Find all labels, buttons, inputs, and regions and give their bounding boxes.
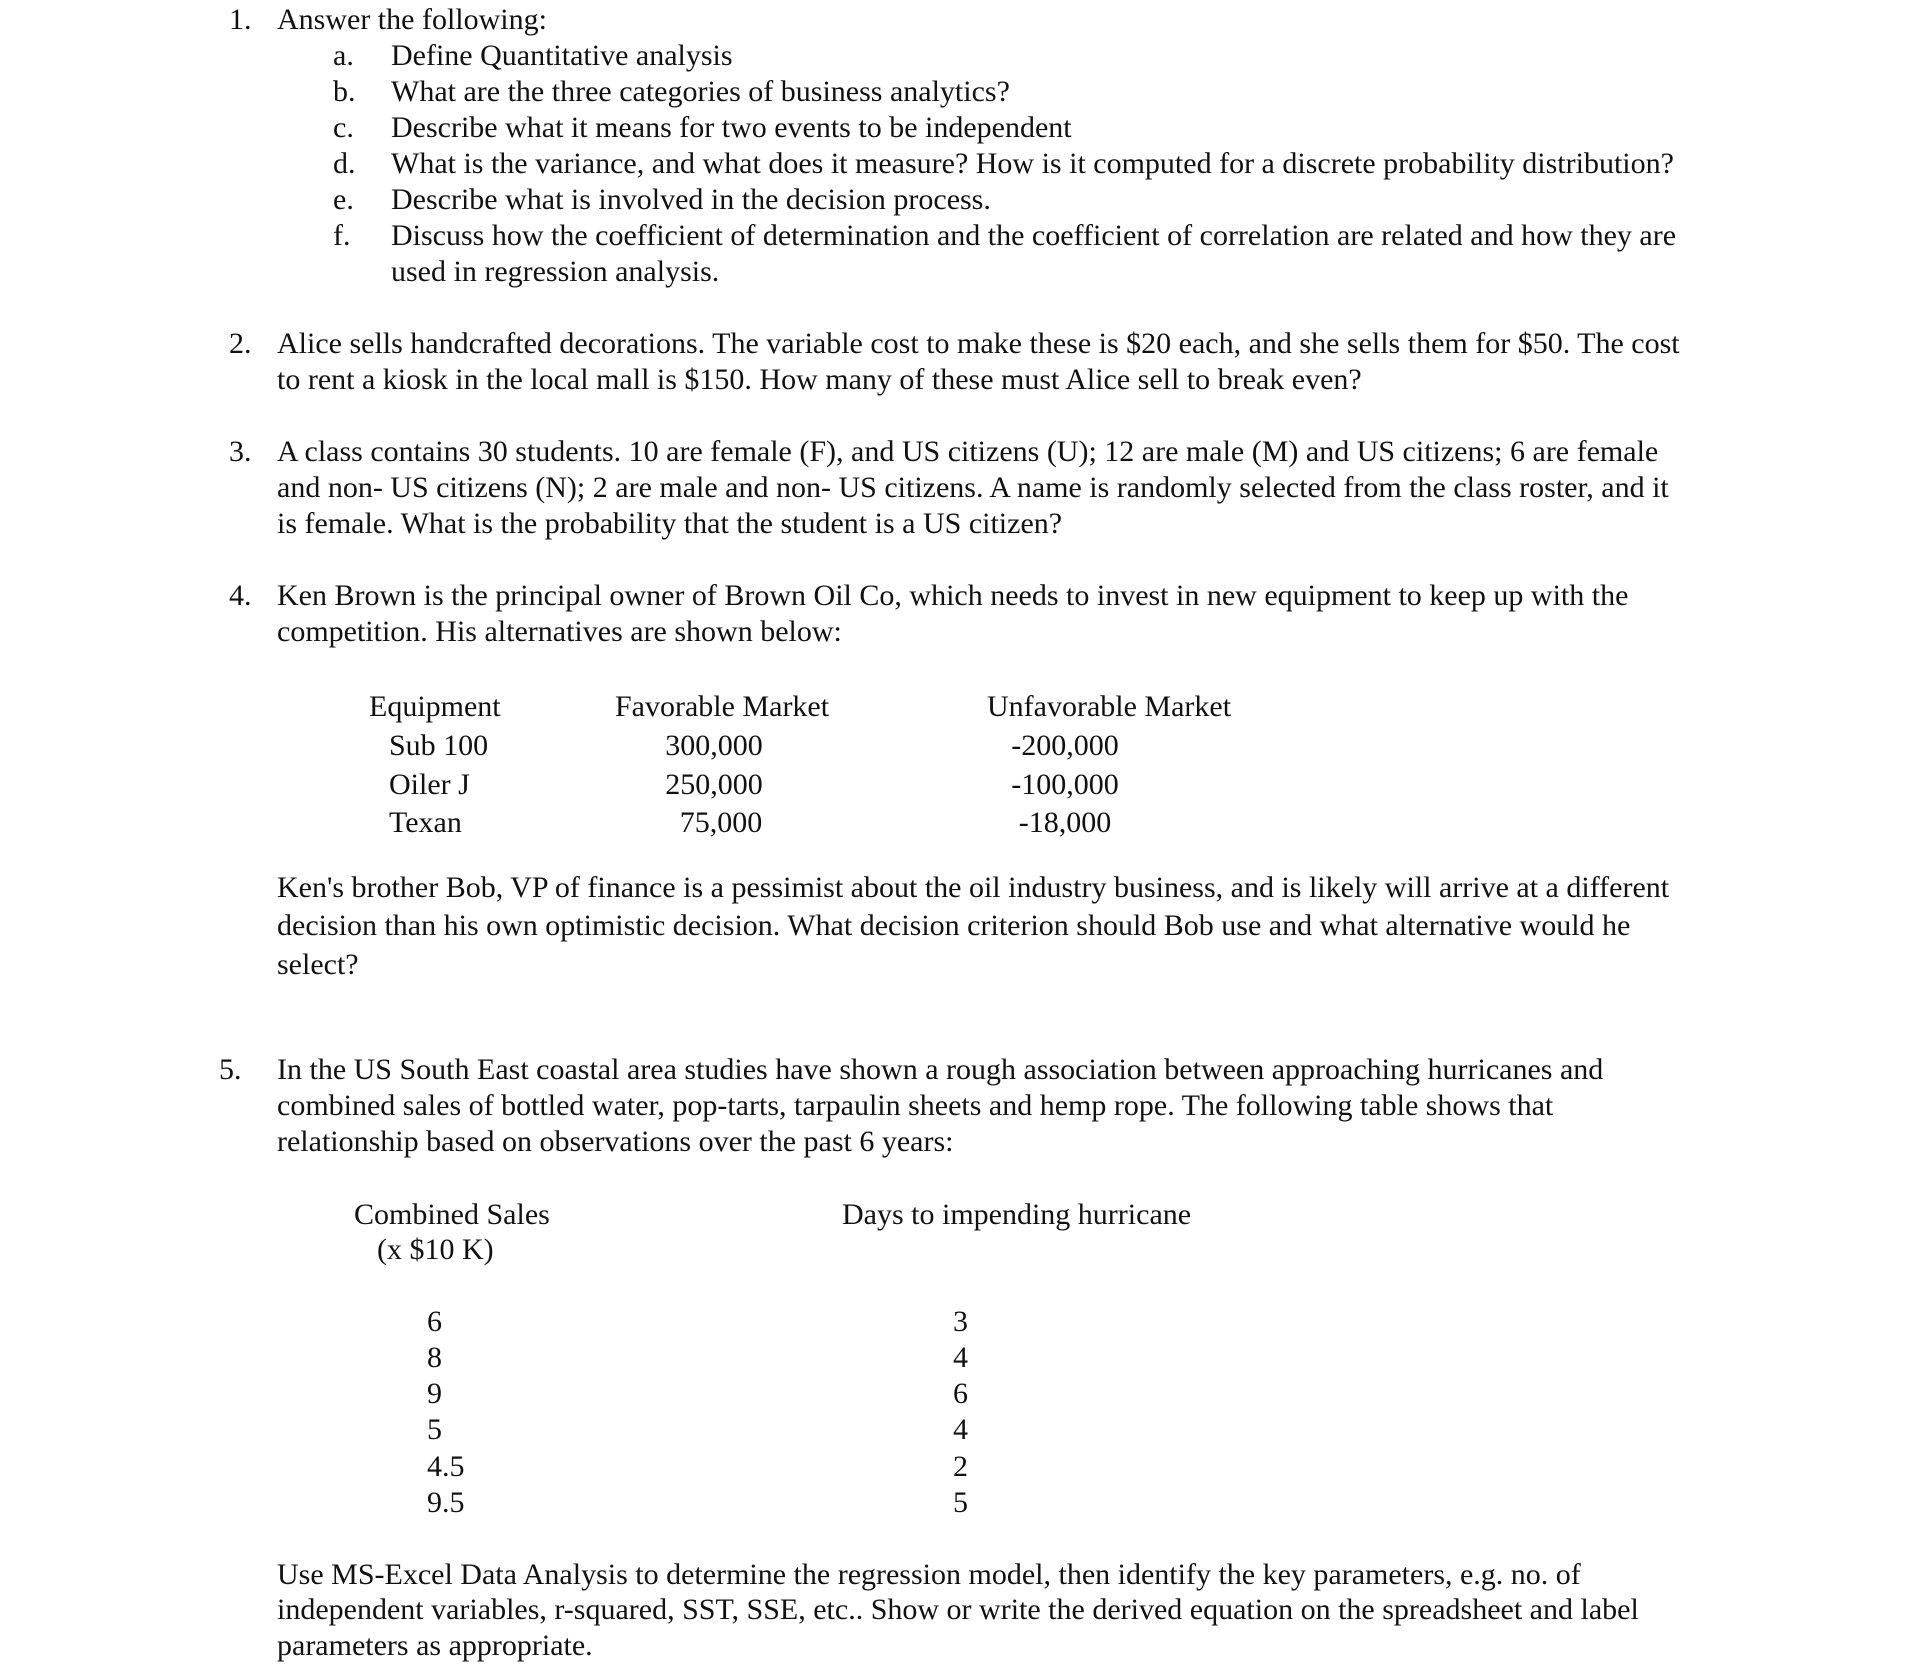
q5-instructions: independent variables, r-squared, SST, SSE, etc.. Show or write the derived equation on the spreadsheet and label <box>277 1593 1639 1626</box>
q1f-text: Discuss how the coefficient of determination and the coefficient of correlation are related and how they are <box>391 219 1677 252</box>
q1d-label: d. <box>333 147 356 180</box>
q1c-text: Describe what it means for two events to be independent <box>391 111 1072 144</box>
q3-line: is female. What is the probability that the student is a US citizen? <box>277 507 1063 540</box>
days-value: 4 <box>953 1341 968 1374</box>
q1-text: Answer the following: <box>277 3 547 36</box>
days-value: 2 <box>953 1450 968 1483</box>
sales-header-unit: (x $10 K) <box>377 1233 494 1266</box>
days-value: 4 <box>953 1413 968 1446</box>
table-header: Equipment <box>369 690 501 723</box>
table-cell: -100,000 <box>1011 768 1119 801</box>
days-value: 5 <box>953 1486 968 1519</box>
q1d-text: What is the variance, and what does it measure? How is it computed for a discrete probability distribution? <box>391 147 1674 180</box>
table-cell: Sub 100 <box>389 729 489 762</box>
q1b-text: What are the three categories of business analytics? <box>391 75 1010 108</box>
q5-instructions: Use MS-Excel Data Analysis to determine the regression model, then identify the key parameters, e.g. no. of <box>277 1558 1581 1591</box>
table-cell: Oiler J <box>389 768 470 801</box>
table-cell: -200,000 <box>1011 729 1119 762</box>
q4-line: Ken Brown is the principal owner of Brown Oil Co, which needs to invest in new equipment to keep up with the <box>277 579 1629 612</box>
table-cell: -18,000 <box>1018 806 1112 839</box>
q4-line: competition. His alternatives are shown below: <box>277 615 842 648</box>
sales-value: 9.5 <box>427 1486 465 1519</box>
sales-value: 5 <box>427 1413 442 1446</box>
sales-value: 8 <box>427 1341 442 1374</box>
sales-value: 4.5 <box>427 1450 465 1483</box>
q1f-text-cont: used in regression analysis. <box>391 255 720 288</box>
days-header: Days to impending hurricane <box>842 1198 1192 1231</box>
q2-number: 2. <box>229 327 252 360</box>
q1e-text: Describe what is involved in the decision process. <box>391 183 991 216</box>
q1b-label: b. <box>333 75 356 108</box>
q5-line: combined sales of bottled water, pop-tarts, tarpaulin sheets and hemp rope. The following table shows that <box>277 1089 1554 1122</box>
q3-number: 3. <box>229 435 252 468</box>
q4-followup: decision than his own optimistic decision. What decision criterion should Bob use and what alternative would he <box>277 909 1631 942</box>
q5-number: 5. <box>219 1053 242 1086</box>
q4-number: 4. <box>229 579 252 612</box>
q1-number: 1. <box>229 3 252 36</box>
q2-line: to rent a kiosk in the local mall is $150. How many of these must Alice sell to break even? <box>277 363 1362 396</box>
q3-line: A class contains 30 students. 10 are female (F), and US citizens (U); 12 are male (M) and US citizens; 6 are female <box>277 435 1659 468</box>
table-header: Favorable Market <box>615 690 830 723</box>
q1a-text: Define Quantitative analysis <box>391 39 733 72</box>
sales-value: 9 <box>427 1377 442 1410</box>
days-value: 6 <box>953 1377 968 1410</box>
q2-line: Alice sells handcrafted decorations. The variable cost to make these is $20 each, and she sells them for $50. The cost <box>277 327 1680 360</box>
q5-instructions: parameters as appropriate. <box>277 1629 593 1662</box>
table-cell: Texan <box>389 806 462 839</box>
table-cell: 250,000 <box>665 768 763 801</box>
sales-value: 6 <box>427 1305 442 1338</box>
table-cell: 75,000 <box>679 806 763 839</box>
q1e-label: e. <box>333 183 354 216</box>
q1c-label: c. <box>333 111 354 144</box>
table-header: Unfavorable Market <box>987 690 1232 723</box>
q1f-label: f. <box>333 219 351 252</box>
table-cell: 300,000 <box>665 729 763 762</box>
q4-followup: Ken's brother Bob, VP of finance is a pessimist about the oil industry business, and is likely will arrive at a different <box>277 871 1670 904</box>
q1a-label: a. <box>333 39 354 72</box>
q3-line: and non- US citizens (N); 2 are male and non- US citizens. A name is randomly selected from the class roster, and it <box>277 471 1669 504</box>
q4-followup: select? <box>277 948 359 981</box>
days-value: 3 <box>953 1305 968 1338</box>
q5-line: relationship based on observations over the past 6 years: <box>277 1125 954 1158</box>
q5-line: In the US South East coastal area studies have shown a rough association between approaching hurricanes and <box>277 1053 1604 1086</box>
sales-header: Combined Sales <box>354 1198 550 1231</box>
